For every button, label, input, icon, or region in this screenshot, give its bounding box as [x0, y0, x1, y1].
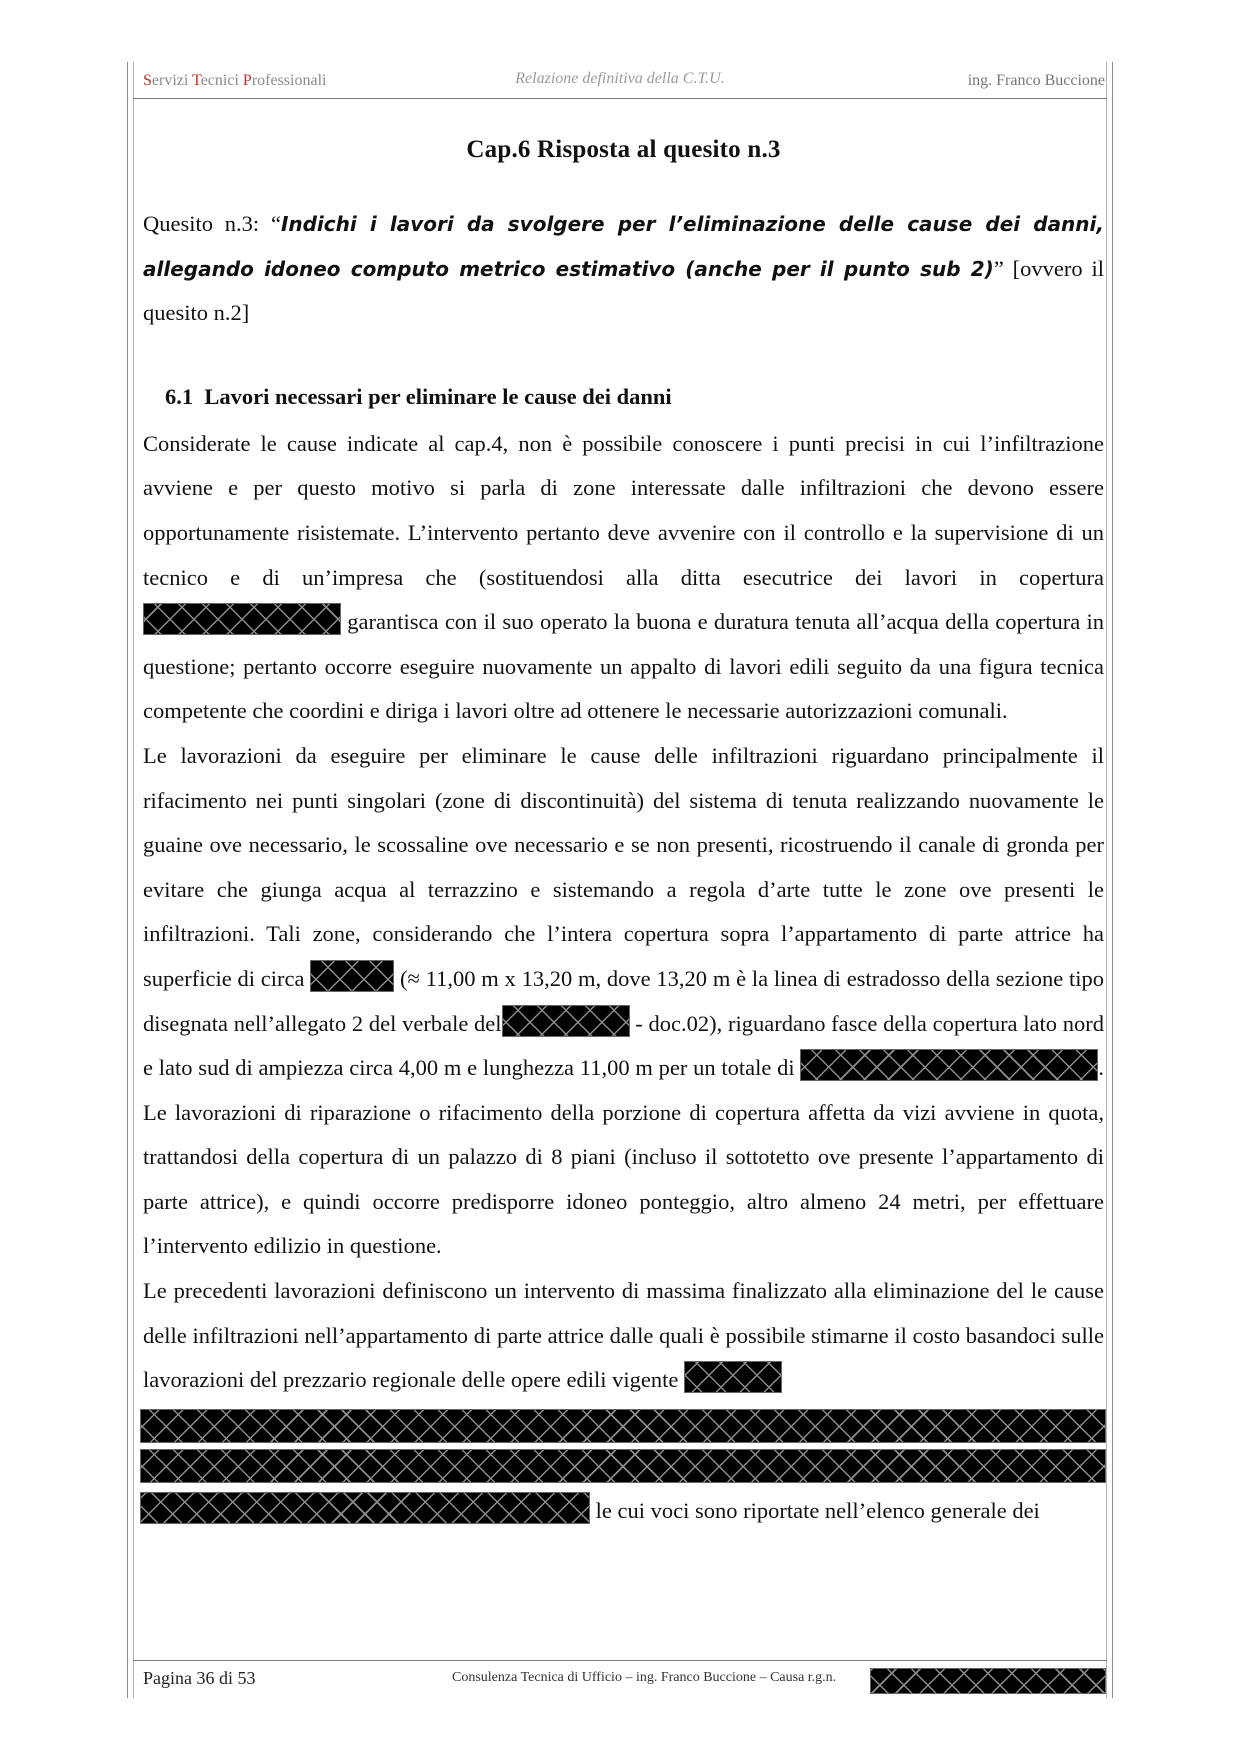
header-word-servizi: ervizi: [151, 72, 193, 89]
redaction-block: [684, 1361, 782, 1393]
paragraph-1: [143, 422, 1104, 734]
chapter-title: Cap.6 Risposta al quesito n.3: [466, 136, 781, 163]
paragraph-1-text-b: garantisca con il suo operato la buona e duratura tenuta all’acqua della copertura in questione; pertanto occorre eseguire nuovamente un appalto di lavori edili seguito da una figura tecnica competente che coordini e diriga i lavori oltre ad ottenere le necessarie autorizzazioni comunali.: [143, 609, 1104, 724]
footer-center: Consulenza Tecnica di Ufficio – ing. Franco Buccione – Causa r.g.n.: [452, 1670, 837, 1685]
frame-left-outer: [127, 62, 128, 1698]
section-number: 6.1: [165, 383, 194, 409]
paragraph-3-text-b: le cui voci sono riportate nell’elenco generale dei: [590, 1497, 1040, 1523]
header-initial-t: T: [192, 72, 201, 89]
redaction-block: [870, 1668, 1106, 1694]
redaction-line: [140, 1449, 1106, 1483]
quesito-suffix: ” [ovvero il quesito n.2]: [143, 255, 1104, 326]
paragraph-2-text-a: Le lavorazioni da eseguire per eliminare le cause delle infiltrazioni riguardano principalmente il rifacimento nei punti singolari (zone di discontinuità) del sistema di tenuta realizzando nuovamente le guaine ove necessario, le scossaline ove necessario e se non presenti, ricostruendo il canale di gronda per evitare che giunga acqua al terrazzino e sistemando a regola d’arte tutte le zone ove presenti le infiltrazioni. Tali zone, considerando che l’intera copertura sopra l’appartamento di parte attrice ha superficie di circa: [143, 742, 1104, 991]
header-rule: [133, 98, 1107, 99]
redaction-block: [310, 960, 394, 992]
header-center: Relazione definitiva della C.T.U.: [515, 70, 725, 87]
frame-right-inner: [1106, 62, 1107, 1698]
frame-left-inner: [133, 62, 134, 1698]
paragraph-2-text-b: (≈ 11,00 m x 13,20 m, dove 13,20 m è la linea di estradosso della sezione tipo disegnata nell’allegato 2 del verbale del: [143, 965, 1104, 1036]
quesito-question: Indichi i lavori da svolgere per l’eliminazione delle cause dei danni, allegando idoneo computo metrico estimativo (anche per il punto sub 2): [143, 212, 1104, 281]
paragraph-1-text-a: Considerate le cause indicate al cap.4, non è possibile conoscere i punti precisi in cui l’infiltrazione avviene e per questo motivo si parla di zone interessate dalle infiltrazioni che devono essere opportunamente risistemate. L’intervento pertanto deve avvenire con il controllo e la supervisione di un tecnico e di un’impresa che (sostituendosi alla ditta esecutrice dei lavori in copertura: [143, 430, 1104, 590]
redaction-block: [143, 603, 341, 635]
quesito-paragraph: [143, 202, 1104, 336]
header-right: ing. Franco Buccione: [967, 72, 1105, 89]
header-word-professionali: rofessionali: [251, 72, 327, 89]
paragraph-3-text-a: Le precedenti lavorazioni definiscono un intervento di massima finalizzato alla eliminazione del le cause delle infiltrazioni nell’appartamento di parte attrice dalle quali è possibile stimarne il costo basandoci sulle lavorazioni del prezzario regionale delle opere edili vigente: [143, 1278, 1104, 1393]
footer-rule: [133, 1660, 1107, 1661]
paragraph-2-text-d: . Le lavorazioni di riparazione o rifacimento della porzione di copertura affetta da vizi avviene in quota, trattandosi della copertura di un palazzo di 8 piani (incluso il sottotetto ove presente l’appartamento di parte attrice), e quindi occorre predisporre idoneo ponteggio, altro almeno 24 metri, per effettuare l’intervento edilizio in questione.: [143, 1055, 1104, 1259]
page-footer: [0, 1668, 1240, 1694]
header-initial-p: P: [242, 72, 252, 89]
redaction-block: [502, 1005, 630, 1037]
frame-right-outer: [1112, 62, 1113, 1698]
redaction-line: [140, 1409, 1106, 1443]
section-heading: [165, 384, 1104, 410]
paragraph-2-text-c: - doc.02), riguardano fasce della copertura lato nord e lato sud di ampiezza circa 4,00 m e lunghezza 11,00 m per un totale di: [143, 1010, 1105, 1081]
header-initial-s: S: [143, 72, 152, 89]
page-content: [143, 120, 1104, 1533]
section-title: Lavori necessari per eliminare le cause dei danni: [204, 383, 672, 409]
paragraph-2: [143, 734, 1104, 1269]
quesito-prefix: Quesito n.3: “: [143, 211, 281, 236]
redaction-block: [800, 1049, 1098, 1081]
page-number: Pagina 36 di 53: [143, 1668, 256, 1688]
header-word-tecnici: ecnici: [200, 72, 243, 89]
redaction-block: [140, 1492, 590, 1524]
paragraph-3: [143, 1269, 1104, 1533]
page-header: [0, 72, 1240, 96]
